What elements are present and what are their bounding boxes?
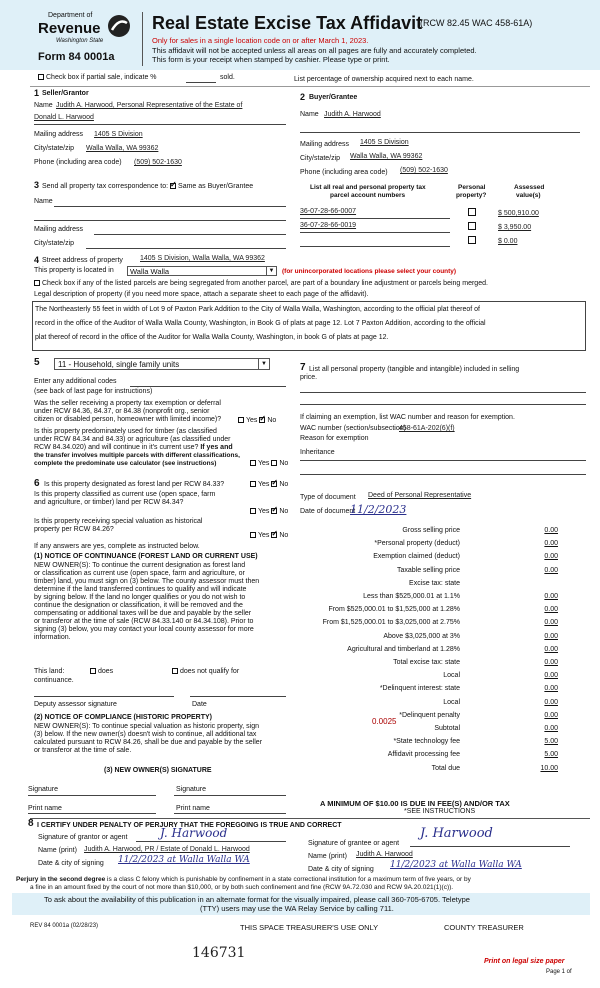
tax-row-label: Affidavit processing fee xyxy=(387,751,460,758)
tax-row-label: Less than $525,000.01 at 1.1% xyxy=(363,593,460,600)
historic-no-checkbox[interactable] xyxy=(271,532,277,538)
sec8-number: 8 xyxy=(28,818,34,829)
sec7-heading-1: List all personal property (tangible and intangible) included in selling xyxy=(309,366,520,373)
sec6-number: 6 xyxy=(34,478,40,489)
sec3-number: 3 xyxy=(34,180,40,190)
perjury-bold: Perjury in the second degree xyxy=(16,876,106,883)
notice1-line: or transferor at the time of sale (RCW 84.33.140 or 84.34.108). Prior to xyxy=(34,618,254,625)
tax-row-value[interactable]: 0.00 xyxy=(544,699,558,706)
notice-line2: This affidavit will not be accepted unless all areas on all pages are fully and accurately completed. xyxy=(152,46,477,55)
q-exemption-line2: under RCW 84.36, 84.37, or 84.38 (nonprofit org., senior xyxy=(34,408,210,415)
land-use-select[interactable] xyxy=(54,358,270,370)
tax-row-label: Total due xyxy=(431,765,460,772)
tax-row-label: Taxable selling price xyxy=(396,567,460,574)
grantor-date-value[interactable]: 11/2/2023 at Walla Walla WA xyxy=(118,855,250,865)
q-exemption-line3: citizen or disabled person, homeowner with limited income)? xyxy=(34,416,222,423)
reason-label: Reason for exemption xyxy=(300,435,369,442)
owner-print-label-2: Print name xyxy=(176,805,210,812)
tax-row-value[interactable]: 0.00 xyxy=(544,527,558,534)
doc-type-value[interactable]: Deed of Personal Representative xyxy=(368,492,472,499)
parcel-header-1b: parcel account numbers xyxy=(330,192,406,199)
tax-row-label: Local xyxy=(443,699,460,706)
revenue-logo-icon xyxy=(106,14,132,38)
q-historic-line2: property per RCW 84.26? xyxy=(34,526,114,533)
parcel-header-2a: Personal xyxy=(458,184,486,191)
dept-line2: Revenue xyxy=(38,20,101,37)
chevron-down-icon: ▼ xyxy=(266,267,276,275)
grantor-name-label: Name (print) xyxy=(38,847,77,854)
does-not-option xyxy=(172,668,239,675)
does-option xyxy=(90,668,113,675)
legal-paper-note: Print on legal size paper xyxy=(484,958,565,965)
parcel-value-3[interactable]: $ 0.00 xyxy=(498,238,518,245)
historic-yes-checkbox[interactable] xyxy=(250,532,256,538)
tax-row-label: *Personal property (deduct) xyxy=(374,540,460,547)
notice1-line: signing (3) below, you may contact your local county assessor for more xyxy=(34,626,254,633)
q-exemption-line1: Was the seller receiving a property tax exemption or deferral xyxy=(34,400,221,407)
tax-row-label: Subtotal xyxy=(434,725,460,732)
tax-row-value[interactable]: 0.00 xyxy=(544,712,558,719)
tax-row-label: Local xyxy=(443,672,460,679)
county-select[interactable] xyxy=(127,266,277,276)
exemption-no-label: No xyxy=(267,417,277,424)
parcel-number-1[interactable]: 36-07-28-66-0007 xyxy=(300,208,357,215)
tax-row-label: Gross selling price xyxy=(402,527,460,534)
sec3-heading-text: Send all property tax correspondence to: xyxy=(42,183,169,190)
tax-row-value[interactable]: 0.00 xyxy=(544,672,558,679)
accessibility-line1: To ask about the availability of this publication in an alternate format for the visually impaired, please call 360-705-6705. Teletype xyxy=(44,895,470,904)
segregated-label: Check box if any of the listed parcels are being segregated from another parcel, are part of a boundary line adjustment or parcels being merged. xyxy=(42,280,488,287)
exemption-no-checkbox[interactable] xyxy=(259,417,265,423)
grantor-date-label: Date & city of signing xyxy=(38,860,104,867)
sec3-city-label: City/state/zip xyxy=(34,240,75,247)
street-value[interactable]: 1405 S Division, Walla Walla, WA 99362 xyxy=(140,255,265,262)
form-title: Real Estate Excise Tax Affidavit xyxy=(152,13,423,33)
receipt-stamp-number: 146731 xyxy=(192,945,246,961)
perjury-text1: is a class C felony which is punishable by confinement in a state correctional institution for a maximum term of five years, or by xyxy=(107,876,471,883)
currentuse-no-checkbox[interactable] xyxy=(271,508,277,514)
grantor-signature[interactable]: J. Harwood xyxy=(160,826,228,840)
personal-property-checkbox-1[interactable] xyxy=(468,208,476,216)
timber-yes-label: Yes xyxy=(258,460,270,467)
tax-row-label: Above $3,025,000 at 3% xyxy=(383,633,460,640)
if-yes-note: If any answers are yes, complete as instructed below. xyxy=(34,543,200,550)
legal-description-box[interactable] xyxy=(32,301,586,351)
buyer-name-label: Name xyxy=(300,111,319,118)
notice1-line: determine if the land transferred continues to qualify and will indicate xyxy=(34,586,247,593)
personal-property-checkbox-3[interactable] xyxy=(468,236,476,244)
tax-row-value[interactable]: 0.00 xyxy=(544,619,558,626)
tax-row-label: *Delinquent penalty xyxy=(399,712,460,719)
does-label: does xyxy=(98,668,114,675)
tax-row-value[interactable]: 5.00 xyxy=(544,751,558,758)
buyer-city-value[interactable]: Walla Walla, WA 99362 xyxy=(350,153,423,160)
sec7-heading-2: price. xyxy=(300,374,318,381)
seller-phone-value[interactable]: (509) 502-1630 xyxy=(134,159,182,166)
revision-code: REV 84 0001a (02/28/23) xyxy=(30,923,99,929)
legal-label: Legal description of property (if you need more space, attach a separate sheet to each page of the affidavit). xyxy=(34,291,369,298)
tax-row-value[interactable]: 0.00 xyxy=(544,593,558,600)
q-currentuse-answer xyxy=(250,508,288,515)
deputy-date-label: Date xyxy=(192,701,207,708)
q-timber-line3 xyxy=(34,444,233,451)
tax-row-value[interactable]: 0.00 xyxy=(544,540,558,547)
q-timber-line2: under RCW 84.34 and 84.33) or agriculture (as classified under xyxy=(34,436,231,443)
notice1-line: NEW OWNER(S): To continue the current designation as forest land xyxy=(34,562,246,569)
q-historic-line1: Is this property receiving special valuation as historical xyxy=(34,518,203,525)
sec2-number: 2 xyxy=(300,92,306,102)
parcel-header-1a: List all real and personal property tax xyxy=(310,184,426,191)
notice2-line: or transferor at the time of sale. xyxy=(34,747,132,754)
historic-no-label: No xyxy=(279,532,289,539)
tax-row-value[interactable]: 0.00 xyxy=(544,567,558,574)
tax-row-value[interactable]: 0.00 xyxy=(544,646,558,653)
timber-yes-checkbox[interactable] xyxy=(250,460,256,466)
seller-name-line2[interactable]: Donald L. Harwood xyxy=(34,114,94,121)
sec1-number: 1 xyxy=(34,88,40,98)
see-instructions-note: *SEE INSTRUCTIONS xyxy=(404,808,476,815)
tax-row-value[interactable]: 0.00 xyxy=(544,553,558,560)
q-forest: Is this property designated as forest land per RCW 84.33? xyxy=(44,481,225,488)
parcel-number-2[interactable]: 36-07-28-66-0019 xyxy=(300,222,357,229)
grantee-name-value[interactable]: Judith A. Harwood xyxy=(356,851,413,858)
notice1-line: compensating or additional taxes will be due and payable by the seller xyxy=(34,610,252,617)
notice2-line: calculated pursuant to RCW 84.26, shall be due and payable by the seller xyxy=(34,739,263,746)
codes-label: Enter any additional codes xyxy=(34,378,117,385)
q-timber-line5: complete the predominate use calculator (see instructions) xyxy=(34,460,217,467)
seller-name-label: Name xyxy=(34,102,53,109)
does-checkbox[interactable] xyxy=(90,668,96,674)
does-not-label: does not qualify for xyxy=(180,668,240,675)
historic-yes-label: Yes xyxy=(258,532,270,539)
segregated-row xyxy=(34,280,488,287)
partial-sale-row xyxy=(38,74,157,81)
q-historic-answer xyxy=(250,532,288,539)
buyer-phone-value[interactable]: (509) 502-1630 xyxy=(400,167,448,174)
partial-sale-checkbox[interactable] xyxy=(38,74,44,80)
buyer-heading: Buyer/Grantee xyxy=(309,94,358,101)
land-use-select-value: 11 - Household, single family units xyxy=(58,360,180,369)
form-number: Form 84 0001a xyxy=(38,51,115,63)
notice1-heading: (1) NOTICE OF CONTINUANCE (FOREST LAND OR CURRENT USE) xyxy=(34,553,258,560)
sec5-number: 5 xyxy=(34,357,40,368)
deputy-signature-label: Deputy assessor signature xyxy=(34,701,117,708)
tax-row-label: Agricultural and timberland at 1.28% xyxy=(347,646,460,653)
same-as-buyer-label: Same as Buyer/Grantee xyxy=(178,183,254,190)
tax-row-value[interactable]: 0.00 xyxy=(544,633,558,640)
forest-yes-checkbox[interactable] xyxy=(250,481,256,487)
parcel-header-2b: property? xyxy=(456,192,487,199)
grantee-date-value[interactable]: 11/2/2023 at Walla Walla WA xyxy=(390,860,522,870)
accessibility-line2: (TTY) users may use the WA Relay Service by calling 711. xyxy=(200,904,394,913)
owner-signature-label-2: Signature xyxy=(176,786,206,793)
treasurer-use-label: THIS SPACE TREASURER'S USE ONLY xyxy=(240,923,379,932)
timber-no-label: No xyxy=(279,460,289,467)
tax-row-label: From $1,525,000.01 to $3,025,000 at 2.75% xyxy=(322,619,460,626)
owner-signature-label-1: Signature xyxy=(28,786,58,793)
tax-row-label: Total excise tax: state xyxy=(393,659,460,666)
sold-label: sold. xyxy=(220,74,235,81)
timber-no-checkbox[interactable] xyxy=(271,460,277,466)
exempt-note: If claiming an exemption, list WAC number and reason for exemption. xyxy=(300,414,515,421)
forest-no-checkbox[interactable] xyxy=(271,481,277,487)
located-label: This property is located in xyxy=(34,267,114,274)
currentuse-no-label: No xyxy=(279,508,289,515)
tax-row-value[interactable]: 0.00 xyxy=(544,685,558,692)
street-label: Street address of property xyxy=(42,257,123,264)
seller-mail-value[interactable]: 1405 S Division xyxy=(94,131,143,138)
tax-row-label: *Delinquent interest: state xyxy=(379,685,460,692)
buyer-city-label: City/state/zip xyxy=(300,155,341,162)
notice-line3: This form is your receipt when stamped by cashier. Please type or print. xyxy=(152,55,390,64)
wac-value[interactable]: 458-61A-202(6)(f) xyxy=(399,425,455,432)
sec3-heading xyxy=(42,183,253,190)
q-timber-line1: Is this property predominately used for timber (as classified xyxy=(34,428,217,435)
grantor-name-value[interactable]: Judith A. Harwood, PR / Estate of Donald L. Harwood xyxy=(84,846,250,853)
parcel-header-3b: value(s) xyxy=(516,192,541,199)
notice2-line: (3) below. If the new owner(s) doesn't wish to continue, all additional tax xyxy=(34,731,257,738)
dept-line3: Washington State xyxy=(56,38,104,44)
seller-heading: Seller/Grantor xyxy=(42,90,89,97)
notice2-heading: (2) NOTICE OF COMPLIANCE (HISTORIC PROPERTY) xyxy=(34,714,212,721)
tax-row-value[interactable]: 5.00 xyxy=(544,738,558,745)
parcel-value-2[interactable]: $ 3,950.00 xyxy=(498,224,532,231)
buyer-mail-label: Mailing address xyxy=(300,141,350,148)
county-select-value: Walla Walla xyxy=(130,267,170,276)
grantee-signature[interactable]: J. Harwood xyxy=(420,826,493,841)
sec3-name-label: Name xyxy=(34,198,53,205)
tax-row-label: Exemption claimed (deduct) xyxy=(373,553,460,560)
forest-no-label: No xyxy=(279,481,289,488)
tax-row-value[interactable]: 0.00 xyxy=(544,725,558,732)
codes-note: (see back of last page for instructions) xyxy=(34,388,153,395)
sec3-mail-label: Mailing address xyxy=(34,226,84,233)
tax-row-label: Excise tax: state xyxy=(409,580,460,587)
seller-name-line1[interactable]: Judith A. Harwood, Personal Representative of the Estate of xyxy=(56,102,243,109)
grantor-sig-label: Signature of grantor or agent xyxy=(38,834,128,841)
notice-line1: Only for sales in a single location code on or after March 1, 2023. xyxy=(152,36,369,45)
seller-mail-label: Mailing address xyxy=(34,131,84,138)
legal-line3: plat thereof of record in the office of the Auditor for Walla Walla County, Washington, in book G of plats at page 12. xyxy=(35,334,389,341)
doc-type-label: Type of document xyxy=(300,494,356,501)
grantee-date-label: Date & city of signing xyxy=(308,866,374,873)
buyer-mail-value[interactable]: 1405 S Division xyxy=(360,139,409,146)
q-exemption-answer xyxy=(238,417,276,424)
local-rate-value[interactable]: 0.0025 xyxy=(372,717,397,726)
wac-label: WAC number (section/subsection) xyxy=(300,425,406,432)
seller-phone-label: Phone (including area code) xyxy=(34,159,122,166)
partial-sale-label: Check box if partial sale, indicate % xyxy=(46,74,157,81)
same-as-buyer-checkbox[interactable] xyxy=(170,183,176,189)
seller-city-label: City/state/zip xyxy=(34,145,75,152)
notice2-line: NEW OWNER(S): To continue special valuation as historic property, sign xyxy=(34,723,259,730)
chevron-down-icon: ▼ xyxy=(258,359,269,369)
does-not-checkbox[interactable] xyxy=(172,668,178,674)
ownership-note: List percentage of ownership acquired next to each name. xyxy=(294,76,474,83)
exemption-yes-checkbox[interactable] xyxy=(238,417,244,423)
buyer-name-value[interactable]: Judith A. Harwood xyxy=(324,111,381,118)
tax-row-label: *State technology fee xyxy=(393,738,460,745)
notice1-line: information. xyxy=(34,634,71,641)
certify-heading: I CERTIFY UNDER PENALTY OF PERJURY THAT THE FOREGOING IS TRUE AND CORRECT xyxy=(37,822,342,829)
notice3-heading: (3) NEW OWNER(S) SIGNATURE xyxy=(104,767,212,774)
notice1-line: by signing below. If the land no longer qualifies or you do not wish to xyxy=(34,594,246,601)
personal-property-checkbox-2[interactable] xyxy=(468,222,476,230)
form-rcw: (RCW 82.45 WAC 458-61A) xyxy=(420,18,533,28)
q-timber-line4: the transfer involves multiple parcels with different classifications, xyxy=(34,452,240,459)
sec4-number: 4 xyxy=(34,255,40,265)
seller-city-value[interactable]: Walla Walla, WA 99362 xyxy=(86,145,159,152)
minimum-due-note: A MINIMUM OF $10.00 IS DUE IN FEE(S) AND/OR TAX xyxy=(320,799,510,808)
currentuse-yes-label: Yes xyxy=(258,508,270,515)
segregated-checkbox[interactable] xyxy=(34,280,40,286)
tax-row-value[interactable]: 0.00 xyxy=(544,606,558,613)
legal-line2: record in the office of the Auditor of Walla Walla County, Washington, in Book G of plats at page 12. Lot 7 Paxton Addition, according to the official xyxy=(35,320,486,327)
logo-block xyxy=(38,12,134,54)
dept-line1: Department of xyxy=(48,12,93,19)
grantee-name-label: Name (print) xyxy=(308,853,347,860)
owner-print-label-1: Print name xyxy=(28,805,62,812)
parcel-header-3a: Assessed xyxy=(514,184,545,191)
perjury-line1 xyxy=(16,876,471,883)
continuance-label: continuance. xyxy=(34,677,74,684)
buyer-phone-label: Phone (including area code) xyxy=(300,169,388,176)
q-timber-answer xyxy=(250,460,288,467)
county-treasurer-label: COUNTY TREASURER xyxy=(444,923,524,932)
forest-yes-label: Yes xyxy=(258,481,270,488)
reason-value[interactable]: Inheritance xyxy=(300,449,335,456)
exemption-yes-label: Yes xyxy=(246,417,258,424)
tax-row-value[interactable]: 0.00 xyxy=(544,659,558,666)
this-land-label: This land: xyxy=(34,668,65,675)
sec7-number: 7 xyxy=(300,362,306,373)
parcel-value-1[interactable]: $ 500,910.00 xyxy=(498,210,539,217)
q-timber-line3-text: RCW 84.34.020) and will continue in it's current use? xyxy=(34,444,199,451)
tax-row-value[interactable]: 10.00 xyxy=(540,765,558,772)
legal-line1: The Northeasterly 55 feet in width of Lot 9 of Paxton Park Addition to the City of Walla Walla, Washington, according to the official plat thereof of xyxy=(35,306,480,313)
notice1-line: or classification as current use (open space, farm and agriculture, or xyxy=(34,570,245,577)
unincorporated-note: (for unincorporated locations please select your county) xyxy=(282,268,457,275)
perjury-line2: a fine in an amount fixed by the court of not more than $10,000, or by both such confinement and fine (RCW 9A.72.030 and RCW 9A.20.021(1)(c)). xyxy=(30,884,454,891)
q-currentuse-line2: and agriculture, or timber) land per RCW 84.34? xyxy=(34,499,184,506)
grantee-sig-label: Signature of grantee or agent xyxy=(308,840,400,847)
doc-date-value[interactable]: 11/2/2023 xyxy=(350,503,407,516)
q-forest-answer xyxy=(250,481,288,488)
q-timber-ifyes: If yes and xyxy=(200,444,233,451)
tax-row-label: From $525,000.01 to $1,525,000 at 1.28% xyxy=(328,606,460,613)
notice1-line: continue the designation or classification, it will be removed and the xyxy=(34,602,243,609)
doc-date-label: Date of document xyxy=(300,508,356,515)
page-indicator: Page 1 of xyxy=(546,969,572,975)
q-currentuse-line1: Is this property classified as current use (open space, farm xyxy=(34,491,216,498)
notice1-line: timber) land, you must sign on (3) below. The county assessor must then xyxy=(34,578,260,585)
currentuse-yes-checkbox[interactable] xyxy=(250,508,256,514)
